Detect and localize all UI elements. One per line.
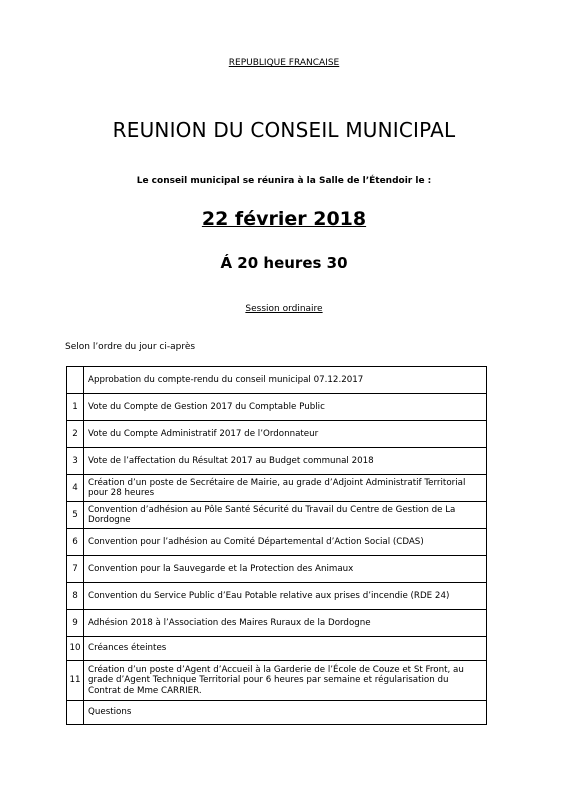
item-text: Convention pour la Sauvegarde et la Protection des Animaux: [84, 556, 487, 583]
session-type: Session ordinaire: [245, 304, 323, 314]
table-row: [67, 583, 487, 610]
item-text: Vote du Compte Administratif 2017 de l’Ordonnateur: [84, 421, 487, 448]
table-row: [67, 529, 487, 556]
item-text: Questions: [84, 701, 487, 725]
table-row: [67, 448, 487, 475]
agenda-intro: Selon l’ordre du jour ci-après: [65, 342, 196, 352]
table-row: [67, 502, 487, 529]
table-row: [67, 701, 487, 725]
item-text: Convention pour l’adhésion au Comité Départemental d’Action Social (CDAS): [84, 529, 487, 556]
item-number: 10: [67, 637, 84, 661]
item-number: 9: [67, 610, 84, 637]
item-text: Adhésion 2018 à l’Association des Maires Ruraux de la Dordogne: [84, 610, 487, 637]
agenda-table: [66, 366, 487, 725]
table-row: [67, 367, 487, 394]
item-text: Vote de l’affectation du Résultat 2017 au Budget communal 2018: [84, 448, 487, 475]
item-number: 8: [67, 583, 84, 610]
item-text: Convention d’adhésion au Pôle Santé Sécurité du Travail du Centre de Gestion de La Dordogne: [84, 502, 487, 529]
item-number: 6: [67, 529, 84, 556]
item-number: 7: [67, 556, 84, 583]
item-text: Création d’un poste d’Agent d’Accueil à la Garderie de l’École de Couze et St Front, au grade d’Agent Technique Territorial pour 6 heures par semaine et régularisation du Contrat de Mme CARRIER.: [84, 661, 487, 701]
meeting-date: 22 février 2018: [201, 208, 367, 230]
item-text: Vote du Compte de Gestion 2017 du Comptable Public: [84, 394, 487, 421]
item-number: 5: [67, 502, 84, 529]
table-row: [67, 610, 487, 637]
meeting-location: Le conseil municipal se réunira à la Salle de l’Étendoir le :: [136, 176, 432, 186]
table-row: [67, 661, 487, 701]
item-text: Création d’un poste de Secrétaire de Mairie, au grade d’Adjoint Administratif Territorial pour 28 heures: [84, 475, 487, 502]
table-row: [67, 475, 487, 502]
page-title: REUNION DU CONSEIL MUNICIPAL: [112, 118, 456, 142]
item-text: Approbation du compte-rendu du conseil municipal 07.12.2017: [84, 367, 487, 394]
item-number: 1: [67, 394, 84, 421]
table-row: [67, 556, 487, 583]
item-number: 3: [67, 448, 84, 475]
item-text: Convention du Service Public d’Eau Potable relative aux prises d’incendie (RDE 24): [84, 583, 487, 610]
item-number: 2: [67, 421, 84, 448]
item-number: [67, 701, 84, 725]
item-number: 11: [67, 661, 84, 701]
item-text: Créances éteintes: [84, 637, 487, 661]
table-row: [67, 421, 487, 448]
table-row: [67, 637, 487, 661]
item-number: [67, 367, 84, 394]
republique-heading: REPUBLIQUE FRANCAISE: [228, 58, 340, 68]
table-row: [67, 394, 487, 421]
meeting-time: Á 20 heures 30: [220, 254, 348, 272]
item-number: 4: [67, 475, 84, 502]
